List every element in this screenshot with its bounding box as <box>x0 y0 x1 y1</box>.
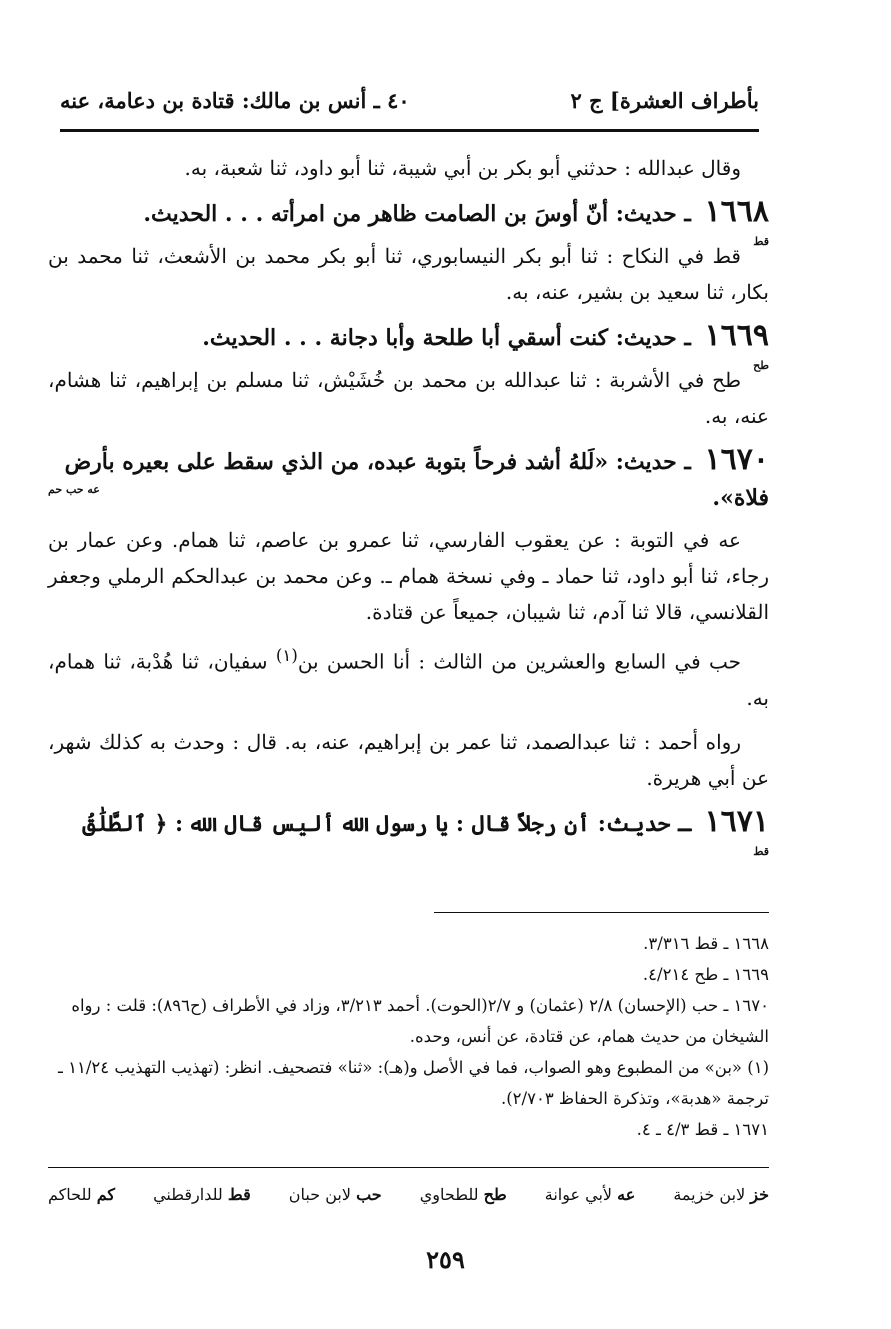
entry-siglum: قط <box>753 844 769 858</box>
abbreviation-item <box>48 1185 115 1204</box>
paragraph-5 <box>48 638 769 716</box>
running-header <box>60 80 759 120</box>
paragraph-4: عه في التوبة : عن يعقوب الفارسي، ثنا عمرو بن عاصم، ثنا همام. وعن عمار بن رجاء، ثنا أبو داود، ثنا حماد ـ وفي نسخة همام ـ. وعن محمد بن عبدالحكم الرملي وجعفر القلانسي، قالا ثنا آدم، ثنا شيبان، جميعاً عن قتادة. <box>48 528 769 624</box>
abbreviation-item <box>545 1185 636 1204</box>
entry-siglum: طح <box>753 359 769 372</box>
footnote-reference[interactable]: (١) <box>275 646 298 665</box>
abbreviation-code: خز <box>750 1185 769 1204</box>
header-chapter-title: ٤٠ ـ أنس بن مالك: قتادة بن دعامة، عنه <box>60 87 410 113</box>
paragraph-2: قط في النكاح : ثنا أبو بكر النيسابوري، ثنا أبو بكر محمد بن الأشعث، ثنا محمد بن بكار، ثنا سعيد بن بشير، عنه، به. <box>48 244 769 304</box>
abbreviation-item <box>289 1185 382 1204</box>
entry-text: ـ حديث: أنّ أوسَ بن الصامت ظاهر من امرأته . . . الحديث. <box>143 201 691 227</box>
abbreviation-name: للدارقطني <box>153 1185 223 1204</box>
entry-1669 <box>48 318 769 372</box>
paragraph-3: طح في الأشربة : ثنا عبدالله بن محمد بن خُشَيْش، ثنا مسلم بن إبراهيم، ثنا هشام، عنه، به. <box>48 368 769 428</box>
paragraph-5-end: سفيان، ثنا هُدْبة، ثنا همام، به. <box>48 649 769 710</box>
abbreviation-code: كم <box>96 1185 116 1204</box>
footnote-1671: ١٦٧١ ـ قط ٤/٣ ـ ٤. <box>636 1120 769 1139</box>
footnotes <box>48 928 769 1145</box>
page-number: ٢٥٩ <box>426 1245 465 1274</box>
entry-number: ١٦٧١ <box>704 803 769 839</box>
abbreviation-item <box>420 1185 507 1204</box>
paragraph-5-start: حب في السابع والعشرين من الثالث : أنا الحسن بن <box>297 649 741 674</box>
abbreviation-code: حب <box>356 1185 382 1204</box>
footnote-1: (١) «بن» من المطبوع وهو الصواب، فما في الأصل و(هـ): «ثنا» فتصحيف. انظر: (تهذيب التهذيب ١١/٢٤ ـ ترجمة «هدبة»، وتذكرة الحفاظ ٢/٧٠٣). <box>58 1058 769 1108</box>
entry-siglum: قط <box>753 235 769 248</box>
abbreviation-code: قط <box>227 1185 251 1204</box>
footnote-1670: ١٦٧٠ ـ حب (الإحسان) ٢/٨ (عثمان) و ٢/٧(الحوت). أحمد ٣/٢١٣، وزاد في الأطراف (ح٨٩٦): قلت : رواه الشيخان من حديث همام، عن قتادة، عن أنس، وحده. <box>71 996 769 1046</box>
abbreviation-code: عه <box>617 1185 636 1204</box>
header-book-title: بأطراف العشرة] ج ٢ <box>570 87 759 113</box>
entry-number: ١٦٦٨ <box>704 194 769 229</box>
abbreviation-code: طح <box>483 1185 507 1204</box>
abbreviation-name: لابن حبان <box>288 1185 351 1204</box>
paragraph-1: وقال عبدالله : حدثني أبو بكر بن أبي شيبة، ثنا أبو داود، ثنا شعبة، به. <box>184 156 741 180</box>
abbreviations-key <box>48 1185 769 1204</box>
footnote-1669: ١٦٦٩ ـ طح ٤/٢١٤. <box>642 965 769 984</box>
entry-1668 <box>48 194 769 248</box>
abbreviation-name: لأبي عوانة <box>544 1185 613 1204</box>
footnote-1668: ١٦٦٨ ـ قط ٣/٣١٦. <box>643 934 769 953</box>
header-divider <box>60 129 759 132</box>
entry-1671 <box>48 803 769 858</box>
entry-text: ـ حديث: أن رجلاً قال : يا رسول الله أليس قال الله : ﴿ ٱلطَّلَٰقُ <box>82 810 691 837</box>
entry-number: ١٦٦٩ <box>704 318 769 353</box>
entry-number: ١٦٧٠ <box>704 442 769 477</box>
entry-1670 <box>48 442 769 516</box>
paragraph-6: رواه أحمد : ثنا عبدالصمد، ثنا عمر بن إبراهيم، عنه، به. قال : وحدث به كذلك شهر، عن أبي هريرة. <box>48 729 769 790</box>
entry-siglum: عه حب حم <box>48 483 100 496</box>
entry-text: ـ حديث: «لَلهُ أشد فرحاً بتوبة عبده، من الذي سقط على بعيره بأرض فلاة». <box>64 449 769 511</box>
abbreviation-item <box>673 1185 769 1204</box>
main-text <box>48 150 769 858</box>
abbreviation-name: لابن خزيمة <box>673 1185 746 1204</box>
abbreviations-divider <box>48 1167 769 1168</box>
footnote-divider <box>434 912 769 913</box>
entry-text: ـ حديث: كنت أسقي أبا طلحة وأبا دجانة . . . الحديث. <box>202 325 691 351</box>
abbreviation-name: للحاكم <box>48 1185 92 1204</box>
abbreviation-name: للطحاوي <box>419 1185 479 1204</box>
abbreviation-item <box>153 1185 251 1204</box>
